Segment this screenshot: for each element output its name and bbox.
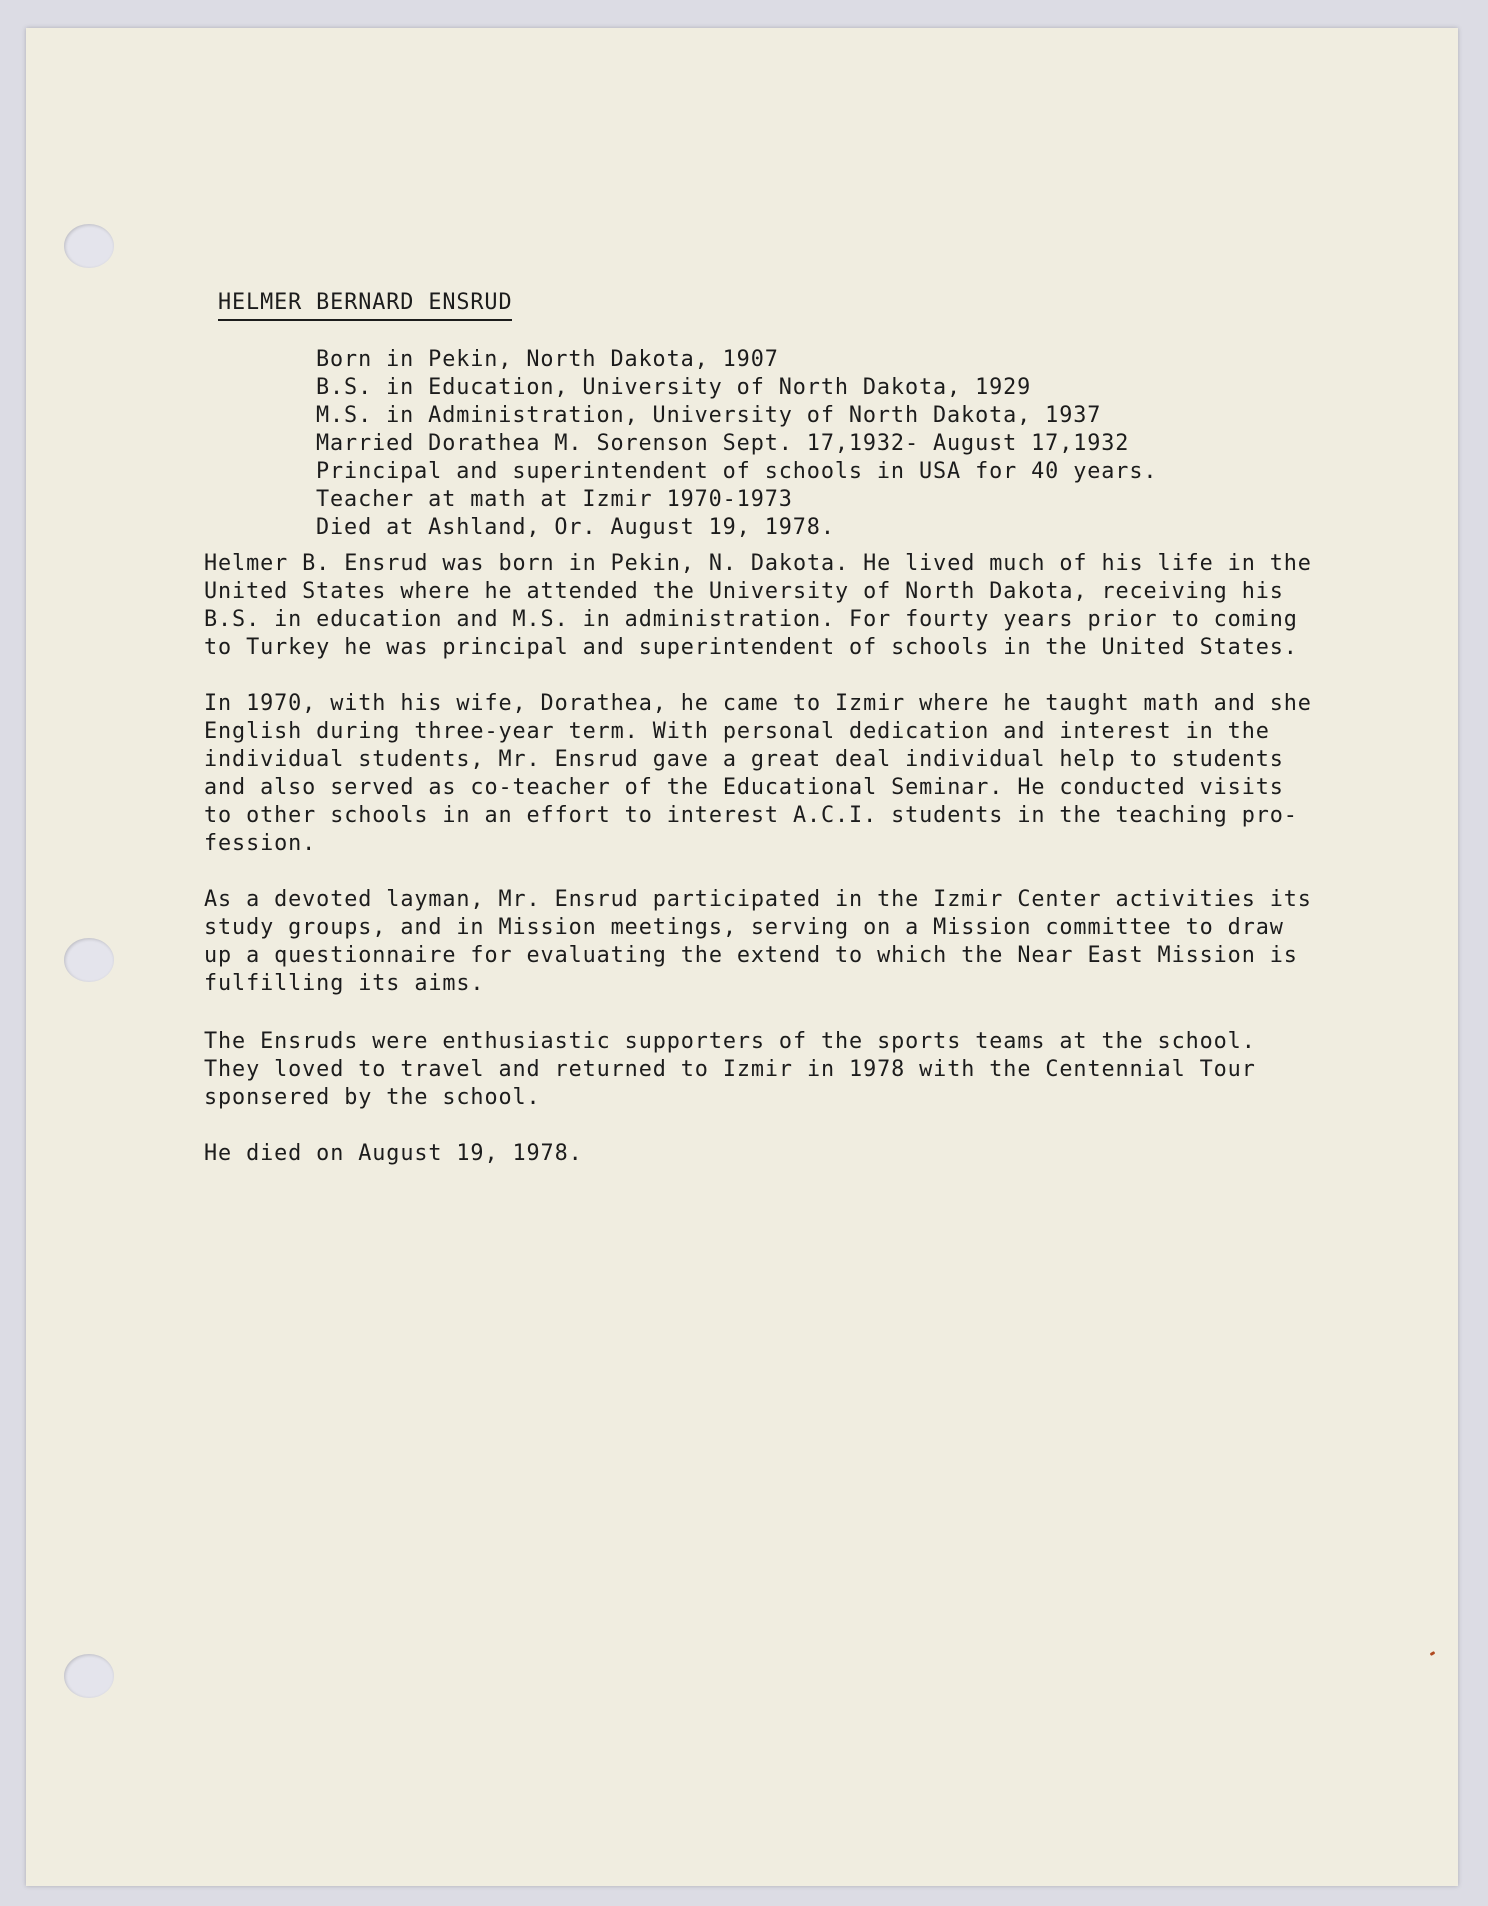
paragraph-line: to Turkey he was principal and superintendent of schools in the United States. [204,635,1298,660]
paragraph-line: and also served as co-teacher of the Educational Seminar. He conducted visits [204,775,1284,800]
paragraph-line: In 1970, with his wife, Dorathea, he came to Izmir where he taught math and she [204,691,1312,716]
fact-line: Principal and superintendent of schools in USA for 40 years. [316,459,1158,484]
paragraph-line: He died on August 19, 1978. [204,1141,583,1166]
punch-hole-top [64,224,114,268]
summary-facts [316,346,1157,542]
paragraph-line: English during three-year term. With personal dedication and interest in the [204,719,1270,744]
paragraph-line: individual students, Mr. Ensrud gave a great deal individual help to students [204,747,1284,772]
paragraph-line: The Ensruds were enthusiastic supporters of the sports teams at the school. [204,1029,1256,1054]
paragraph-line: Helmer B. Ensrud was born in Pekin, N. Dakota. He lived much of his life in the [204,551,1312,576]
ink-mark [1430,1651,1436,1656]
paragraph-line: study groups, and in Mission meetings, serving on a Mission committee to draw [204,915,1284,940]
paragraph-early-life [204,550,1354,662]
fact-line: Married Dorathea M. Sorenson Sept. 17,1932- August 17,1932 [316,431,1130,456]
paragraph-line: United States where he attended the University of North Dakota, receiving his [204,579,1284,604]
paragraph-line: B.S. in education and M.S. in administration. For fourty years prior to coming [204,607,1298,632]
fact-line: Born in Pekin, North Dakota, 1907 [316,347,779,372]
paragraph-line: They loved to travel and returned to Izmir in 1978 with the Centennial Tour [204,1057,1256,1082]
document-title: HELMER BERNARD ENSRUD [218,290,512,321]
punch-hole-bottom [64,1654,114,1698]
paragraph-line: As a devoted layman, Mr. Ensrud participated in the Izmir Center activities its [204,887,1312,912]
punch-hole-middle [64,938,114,982]
paragraph-sports-travel [204,1028,1354,1112]
fact-line: M.S. in Administration, University of North Dakota, 1937 [316,403,1102,428]
paragraph-layman [204,886,1354,998]
fact-line: Teacher at math at Izmir 1970-1973 [316,487,793,512]
document-page [26,28,1458,1886]
paragraph-line: fulfilling its aims. [204,971,485,996]
paragraph-line: up a questionnaire for evaluating the extend to which the Near East Mission is [204,943,1298,968]
paragraph-line: sponsered by the school. [204,1085,541,1110]
paragraph-line: fession. [204,831,317,856]
paragraph-death [204,1140,1354,1168]
paragraph-izmir-teaching [204,690,1354,858]
fact-line: B.S. in Education, University of North Dakota, 1929 [316,375,1032,400]
fact-line: Died at Ashland, Or. August 19, 1978. [316,515,835,540]
paragraph-line: to other schools in an effort to interest A.C.I. students in the teaching pro- [204,803,1298,828]
